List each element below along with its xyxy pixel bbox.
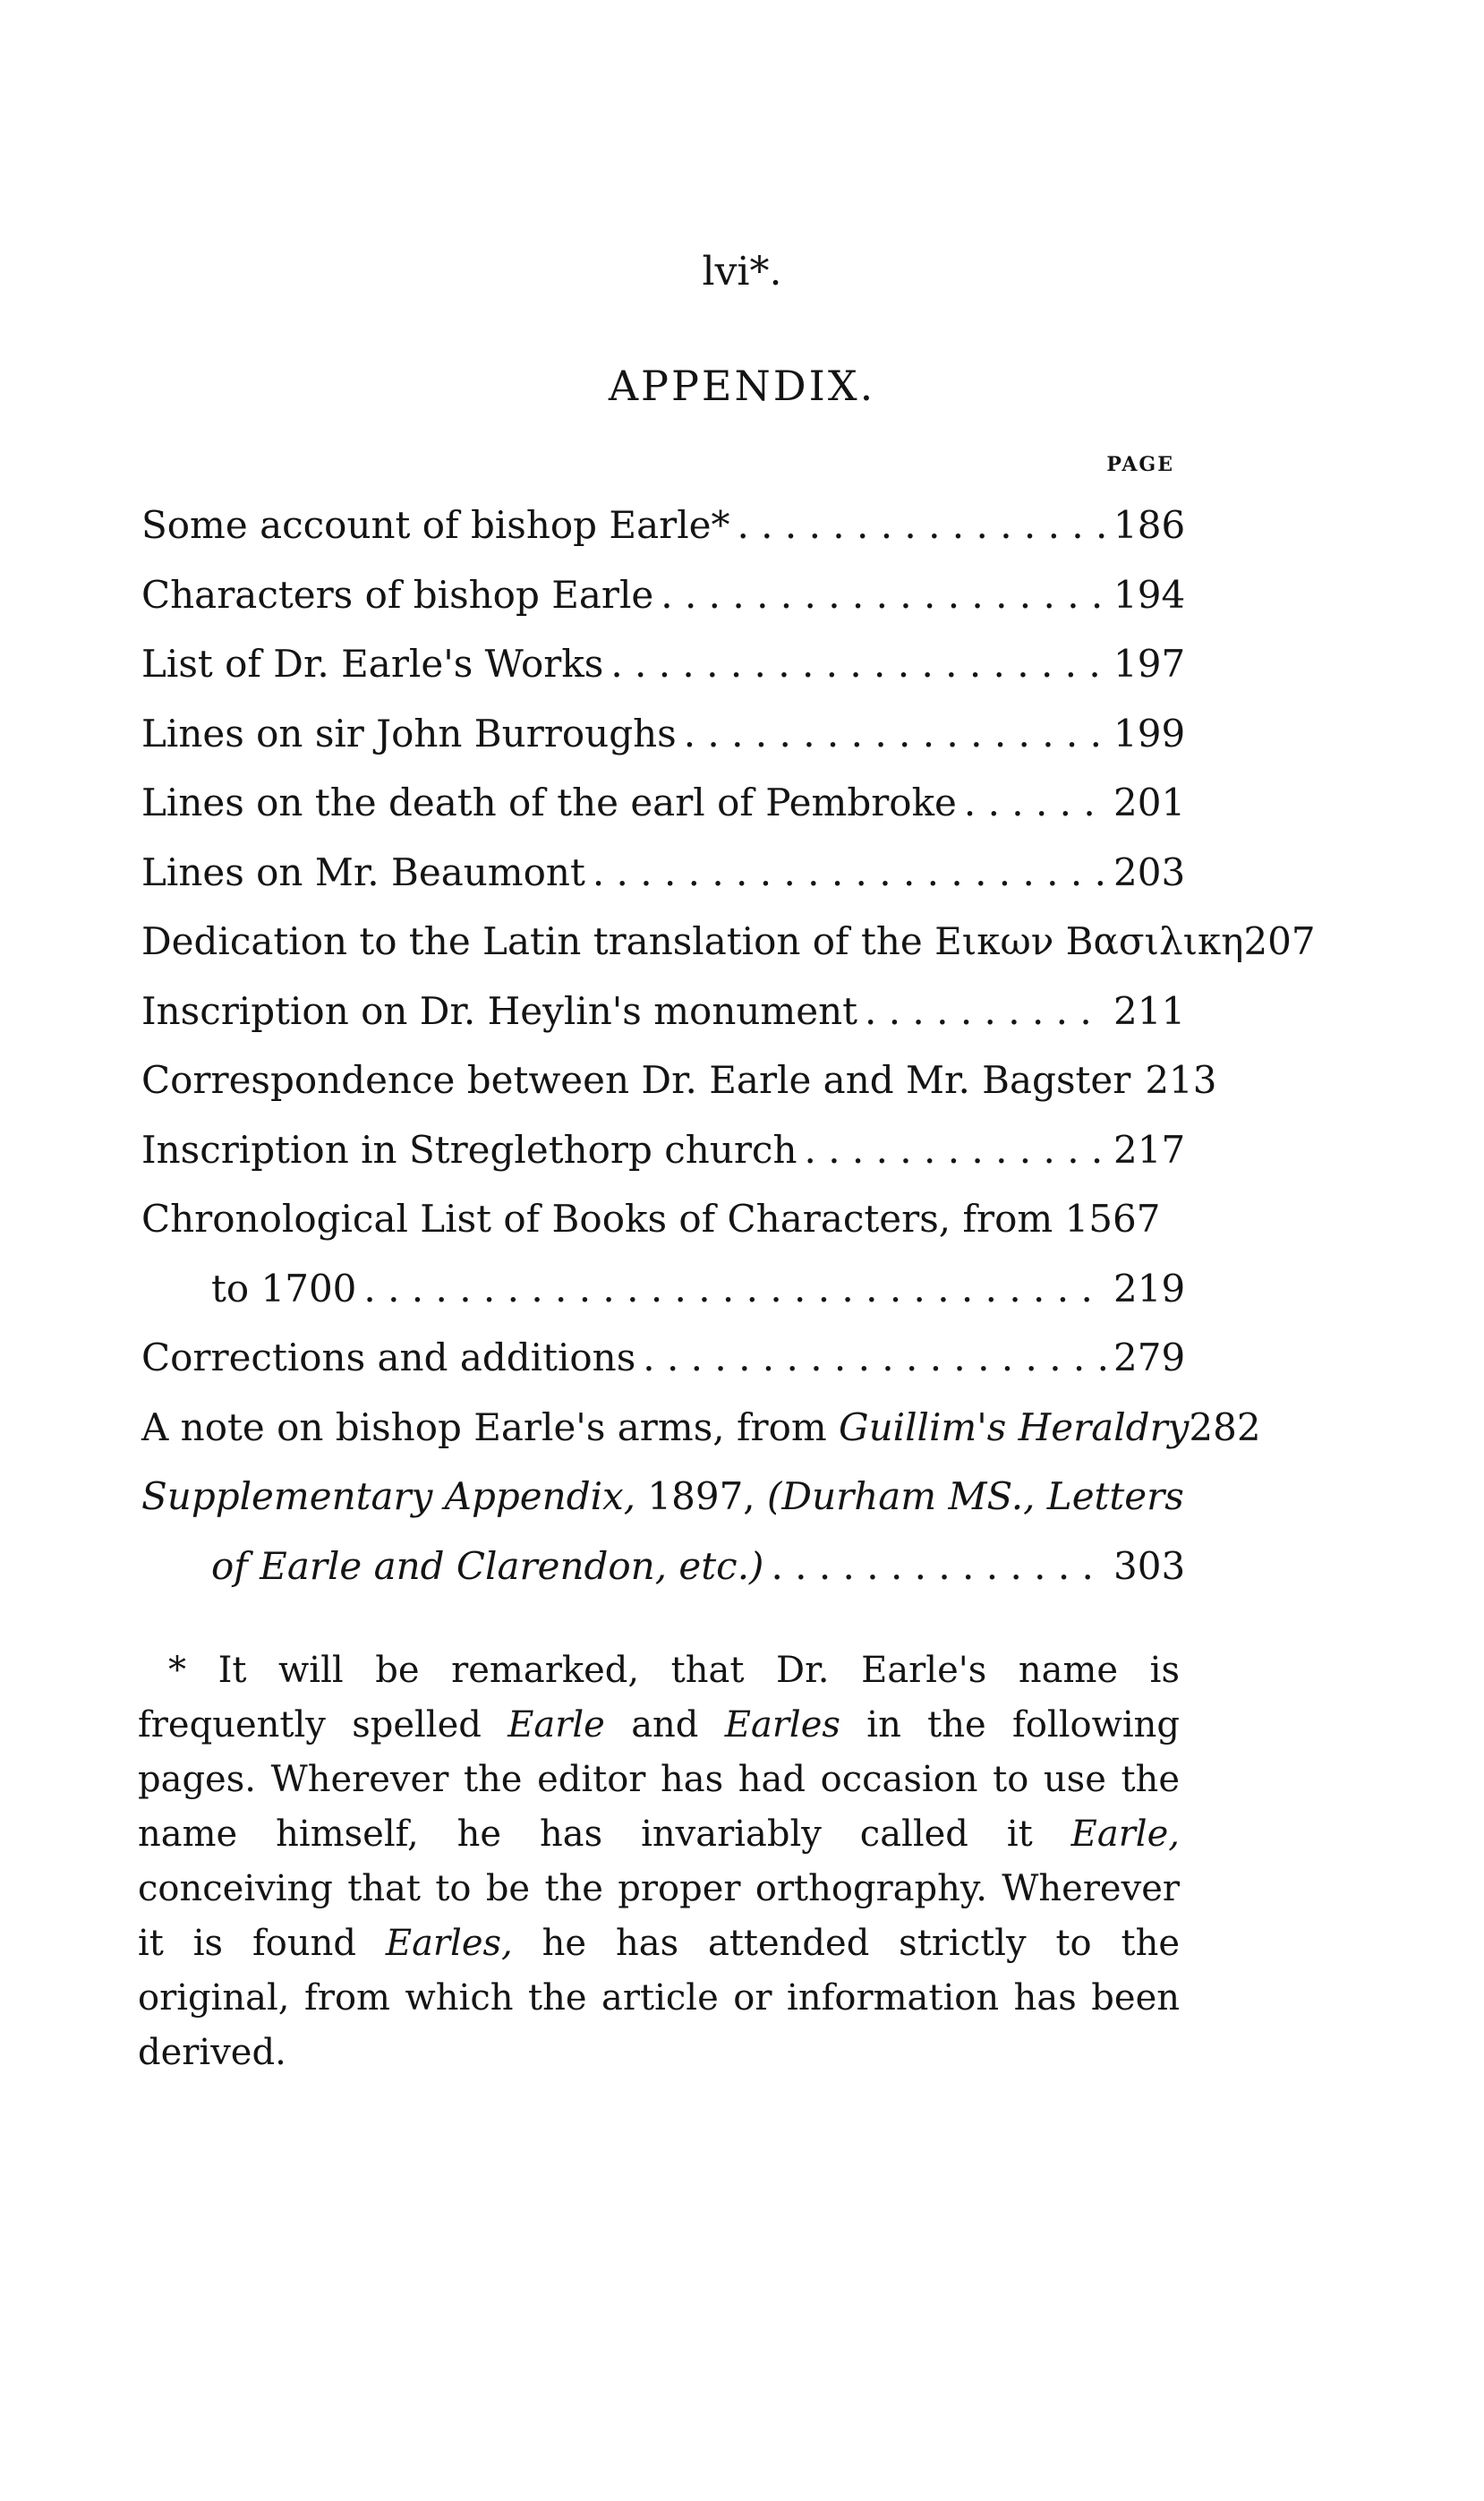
toc-entry-continuation xyxy=(141,1254,1186,1324)
footnote-text: he has attended strictly to the original, from which the article or information has been derived. xyxy=(138,1923,1180,2073)
toc-entry-title-italic: (Durham MS., Letters xyxy=(767,1474,1184,1518)
toc-entry-title-roman: 1897, xyxy=(635,1474,768,1518)
toc-entry xyxy=(141,491,1186,560)
toc-entry-title-italic: of Earle and Clarendon, etc.) xyxy=(211,1543,764,1588)
toc-entry-page: 186 xyxy=(1113,503,1186,547)
toc-entry xyxy=(141,560,1186,630)
toc-entry-title: Inscription in Streglethorp church xyxy=(141,1127,797,1172)
toc-entry-title: Lines on the death of the earl of Pembroke xyxy=(141,781,957,824)
footnote-text-italic: Earles, xyxy=(385,1923,513,1964)
toc-entry-title: Corrections and additions xyxy=(141,1336,636,1379)
toc-entry-page: 194 xyxy=(1113,572,1186,617)
toc-entry xyxy=(141,1462,1184,1532)
toc-entry xyxy=(141,1046,1217,1115)
footnote xyxy=(138,1643,1180,2080)
toc-entry-page: 197 xyxy=(1113,642,1186,686)
toc-entry-page: 282 xyxy=(1189,1404,1261,1449)
dot-leader xyxy=(593,838,1106,908)
dot-leader xyxy=(661,560,1106,630)
toc-entry xyxy=(141,768,1186,838)
footnote-text: in the following pages. Wherever the editor has had occasion to use the name himself, he has invariably called it xyxy=(138,1704,1180,1855)
toc-entry-title: Chronological List of Books of Characters, from 1567 xyxy=(141,1197,1161,1241)
toc-entry-page: 211 xyxy=(1113,988,1186,1033)
dot-leader xyxy=(771,1532,1106,1601)
toc-entry-page: 279 xyxy=(1113,1336,1186,1379)
toc-entry-title: Correspondence between Dr. Earle and Mr. Bagster xyxy=(141,1058,1131,1102)
toc-entry-title-italic: Guillim's Heraldry xyxy=(839,1404,1190,1449)
toc-entry-title: Characters of bishop Earle xyxy=(141,572,654,617)
toc-entry-title: Inscription on Dr. Heylin's monument xyxy=(141,988,858,1033)
toc-entry-title: Dedication to the Latin translation of the Εικων Βασιλικη xyxy=(141,919,1244,963)
toc-entry xyxy=(141,1184,1180,1254)
page-column-label: PAGE xyxy=(1106,453,1174,476)
toc-entry-page: 201 xyxy=(1113,781,1186,824)
dot-leader xyxy=(643,1323,1106,1393)
dot-leader xyxy=(610,629,1106,699)
appendix-heading: APPENDIX. xyxy=(608,362,876,410)
toc-entry-page: 219 xyxy=(1113,1266,1186,1310)
toc-entry-page: 207 xyxy=(1243,919,1316,963)
toc-entry xyxy=(141,629,1186,699)
toc-entry xyxy=(141,1323,1186,1393)
toc-entry xyxy=(141,977,1186,1046)
toc-entry-page: 303 xyxy=(1113,1543,1186,1588)
toc-entry xyxy=(141,699,1186,769)
toc-entry-title: Lines on Mr. Beaumont xyxy=(141,849,585,894)
toc-entry xyxy=(141,1115,1186,1185)
toc-entry-title xyxy=(141,1393,1189,1463)
dot-leader xyxy=(964,768,1106,838)
toc-entry-title xyxy=(141,1462,1184,1532)
toc-entry-page: 213 xyxy=(1145,1058,1217,1102)
footnote-text: conceiving that to be the proper orthography. Wherever it is found xyxy=(138,1868,1180,1964)
toc-entry-title: Some account of bishop Earle* xyxy=(141,503,730,547)
toc-entry-title: List of Dr. Earle's Works xyxy=(141,642,604,686)
dot-leader xyxy=(684,699,1106,769)
toc-entry-title-roman: A note on bishop Earle's arms, from xyxy=(141,1404,827,1449)
toc-entry-page: 217 xyxy=(1113,1127,1186,1172)
toc-entry-continuation xyxy=(141,1532,1186,1601)
footnote-text-italic: Earles xyxy=(724,1704,840,1746)
toc-entry-title: to 1700 xyxy=(211,1266,357,1310)
footnote-text-italic: Earle xyxy=(507,1704,605,1746)
toc-entry-title: Lines on sir John Burroughs xyxy=(141,711,677,755)
dot-leader xyxy=(865,977,1106,1046)
toc-entry xyxy=(141,1393,1261,1463)
footnote-marker: * xyxy=(168,1650,186,1691)
toc-entry-page: 199 xyxy=(1113,711,1186,755)
footnote-text: It will be remarked, that Dr. Earle's name is frequently spelled xyxy=(138,1650,1180,1746)
table-of-contents xyxy=(141,491,1316,1600)
toc-entry xyxy=(141,907,1316,977)
toc-entry xyxy=(141,838,1186,908)
toc-entry-title-italic: Supplementary Appendix, xyxy=(141,1474,636,1518)
page-number: lvi*. xyxy=(702,249,782,294)
footnote-text: and xyxy=(604,1704,725,1746)
footnote-text-italic: Earle, xyxy=(1070,1814,1180,1855)
dot-leader xyxy=(805,1115,1107,1185)
dot-leader xyxy=(737,491,1106,560)
dot-leader xyxy=(363,1254,1106,1324)
toc-entry-page: 203 xyxy=(1113,849,1186,894)
